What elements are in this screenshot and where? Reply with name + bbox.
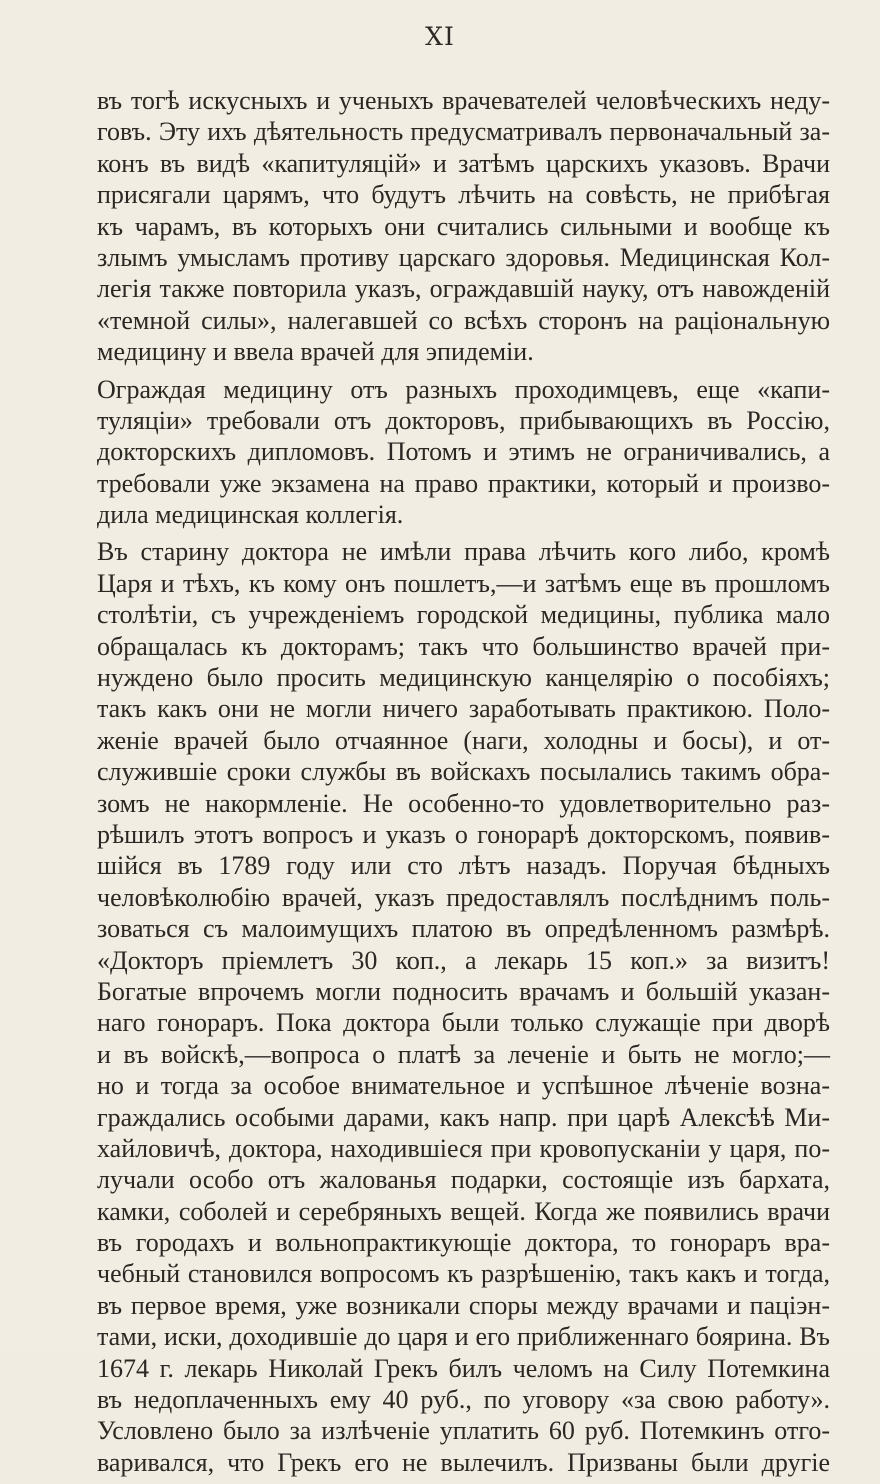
text-line: присягали царямъ, что будутъ лѣчить на совѣсть, не прибѣгая [97, 180, 830, 210]
text-line: къ чарамъ, въ которыхъ они считались сильными и вообще къ [97, 211, 830, 241]
text-line: «темной силы», налегавшей со всѣхъ сторонъ на раціональную [97, 305, 830, 335]
text-line: говъ. Эту ихъ дѣятельность предусматривалъ первоначальный за- [97, 117, 830, 147]
text-line: Условлено было за излѣченіе уплатить 60 руб. Потемкинъ отго- [97, 1416, 830, 1446]
body-text [97, 85, 830, 1484]
text-line: шійся въ 1789 году или сто лѣтъ назадъ. Поручая бѣдныхъ [97, 851, 830, 881]
text-line: камки, соболей и серебряныхъ вещей. Когда же появились врачи [97, 1196, 830, 1226]
paragraph-3 [97, 536, 830, 1478]
text-line: женіе врачей было отчаянное (наги, холодны и босы), и от- [97, 725, 830, 755]
text-line: конъ въ видѣ «капитуляцій» и затѣмъ царскихъ указовъ. Врачи [97, 148, 830, 178]
text-line: Въ старину доктора не имѣли права лѣчить кого либо, кромѣ [97, 537, 830, 567]
text-line: зоваться съ малоимущихъ платою въ опредѣленномъ размѣрѣ. [97, 914, 830, 944]
text-line: чебный становился вопросомъ къ разрѣшенію, такъ какъ и тогда, [97, 1259, 830, 1289]
text-line: тами, иски, доходившіе до царя и его приближеннаго боярина. Въ [97, 1322, 830, 1352]
line-text: Ограждая медицину отъ разныхъ проходимцевъ, еще «капи- [97, 374, 830, 404]
text-line: въ недоплаченныхъ ему 40 руб., по уговору «за свою работу». [97, 1385, 830, 1415]
text-line: лучали особо отъ жалованья подарки, состоящіе изъ бархата, [97, 1165, 830, 1195]
text-line: легія также повторила указъ, ограждавшій науку, отъ навожденій [97, 274, 830, 304]
text-line: въ городахъ и вольнопрактикующіе доктора, то гонораръ вра- [97, 1228, 830, 1258]
text-line: нуждено было просить медицинскую канцелярію о пособіяхъ; [97, 663, 830, 693]
text-line: медицину и ввела врачей для эпидеміи. [97, 337, 534, 367]
text-line: обращалась къ докторамъ; такъ что большинство врачей при- [97, 631, 830, 661]
text-line: такъ какъ они не могли ничего заработывать практикою. Поло- [97, 694, 830, 724]
page-number: XI [425, 22, 455, 51]
text-line: туляціи» требовали отъ докторовъ, прибывающихъ въ Россію, [97, 405, 830, 435]
text-line: 1674 г. лекарь Николай Грекъ билъ челомъ на Силу Потемкина [97, 1353, 830, 1383]
text-line: Богатые впрочемъ могли подносить врачамъ и большій указан- [97, 976, 830, 1006]
text-line: столѣтіи, съ учрежденіемъ городской медицины, публика мало [97, 600, 830, 630]
text-line: человѣколюбію врачей, указъ предоставлялъ послѣднимъ поль- [97, 882, 830, 912]
text-line: зомъ не накормленіе. Не особенно-то удовлетворительно раз- [97, 788, 830, 818]
text-line: варивался, что Грекъ его не вылечилъ. Призваны были другіе [97, 1447, 830, 1477]
text-line: граждались особыми дарами, какъ напр. при царѣ Алексѣѣ Ми- [97, 1102, 830, 1132]
text-line: въ тогѣ искусныхъ и ученыхъ врачевателей человѣческихъ неду- [97, 86, 830, 115]
text-line: «Докторъ пріемлетъ 30 коп., а лекарь 15 коп.» за визитъ! [97, 945, 830, 975]
text-line: наго гонораръ. Пока доктора были только служащіе при дворѣ [97, 1008, 830, 1038]
text-line: служившіе сроки службы въ войскахъ посылались такимъ обра- [97, 757, 830, 787]
text-line: злымъ умысламъ противу царскаго здоровья. Медицинская Кол- [97, 242, 830, 272]
text-line: докторскихъ дипломовъ. Потомъ и этимъ не ограничивались, а [97, 437, 830, 467]
text-line: требовали уже экзамена на право практики, который и произво- [97, 468, 830, 498]
text-line [97, 374, 830, 405]
text-line: хайловичѣ, доктора, находившіеся при кровопусканіи у царя, по- [97, 1133, 830, 1163]
text-line: и въ войскѣ,—вопроса о платѣ за леченіе и быть не могло;— [97, 1039, 830, 1069]
text-line: въ первое время, уже возникали споры между врачами и паціэн- [97, 1290, 830, 1320]
text-line: дила медицинская коллегія. [97, 500, 404, 530]
text-line: рѣшилъ этотъ вопросъ и указъ о гонорарѣ докторскомъ, появив- [97, 819, 830, 849]
paragraph-2 [97, 374, 830, 531]
text-line: Царя и тѣхъ, къ кому онъ пошлетъ,—и затѣмъ еще въ прошломъ [97, 568, 830, 598]
text-line: но и тогда за особое внимательное и успѣшное лѣченіе возна- [97, 1071, 830, 1101]
paragraph-1 [97, 85, 830, 368]
